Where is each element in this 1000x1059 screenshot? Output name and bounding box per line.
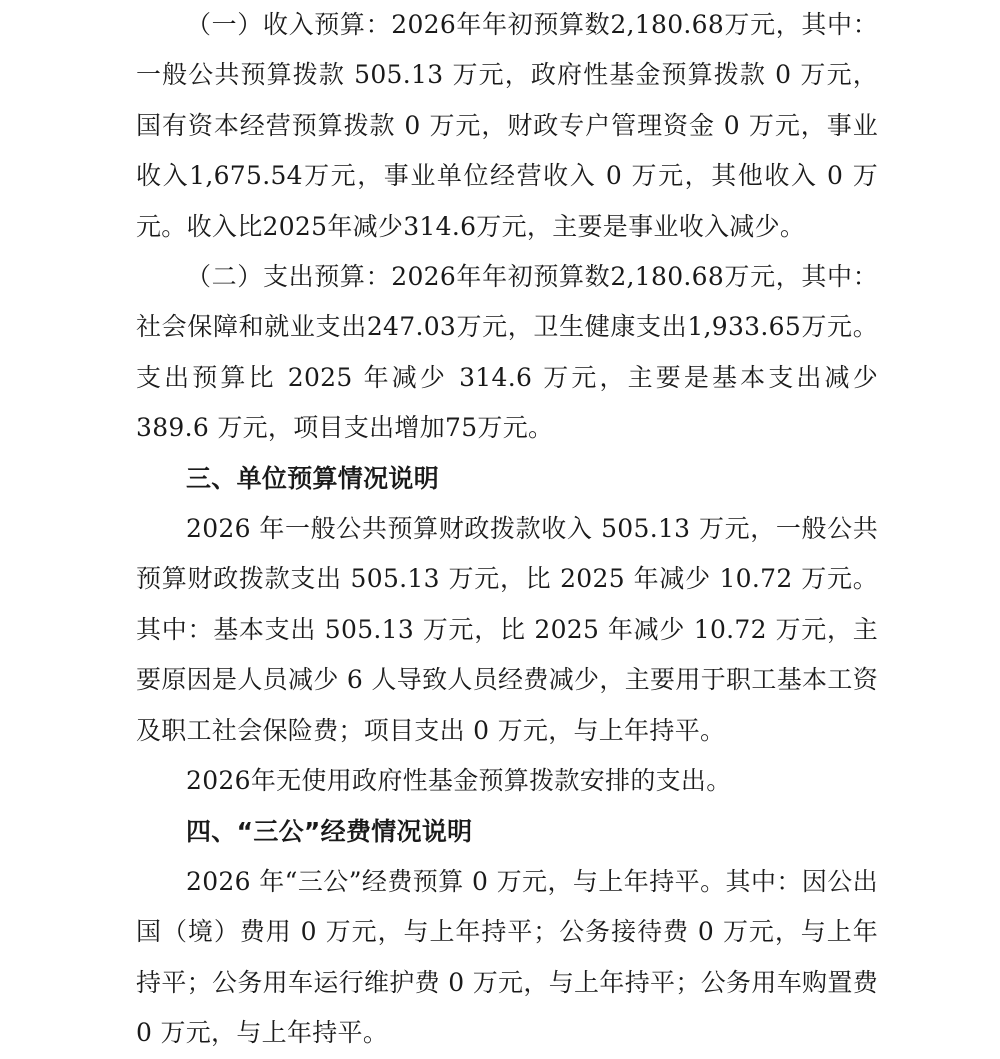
section-4-body-paragraph: 2026 年“三公”经费预算 0 万元，与上年持平。其中：因公出国（境）费用 0 万元，与上年持平；公务接待费 0 万元，与上年持平；公务用车运行维护费 0 万元，与上年持平；公务用车购置费 0 万元，与上年持平。 <box>136 866 878 1048</box>
section-3-body-paragraph: 2026 年一般公共预算财政拨款收入 505.13 万元，一般公共预算财政拨款支出 505.13 万元，比 2025 年减少 10.72 万元。其中：基本支出 505.13 万元，比 2025 年减少 10.72 万元，主要原因是人员减少 6 人导致人员经费减少，主要用于职工基本工资及职工社会保险费；项目支出 0 万元，与上年持平。 <box>136 514 878 745</box>
section-4-heading: 四、“三公”经费情况说明 <box>186 816 473 846</box>
document-page <box>136 0 878 1059</box>
expense-budget-paragraph: （二）支出预算：2026年年初预算数2,180.68万元，其中：社会保障和就业支出247.03万元，卫生健康支出1,933.65万元。支出预算比 2025 年减少 314.6 万元，主要是基本支出减少 389.6 万元，项目支出增加75万元。 <box>136 262 878 443</box>
section-3-heading: 三、单位预算情况说明 <box>186 463 440 493</box>
income-budget-paragraph: （一）收入预算：2026年年初预算数2,180.68万元，其中：一般公共预算拨款 505.13 万元，政府性基金预算拨款 0 万元，国有资本经营预算拨款 0 万元，财政专户管理资金 0 万元，事业收入1,675.54万元，事业单位经营收入 0 万元，其他收入 0 万元。收入比2025年减少314.6万元，主要是事业收入减少。 <box>136 10 878 241</box>
section-3-fund-paragraph: 2026年无使用政府性基金预算拨款安排的支出。 <box>186 766 732 796</box>
